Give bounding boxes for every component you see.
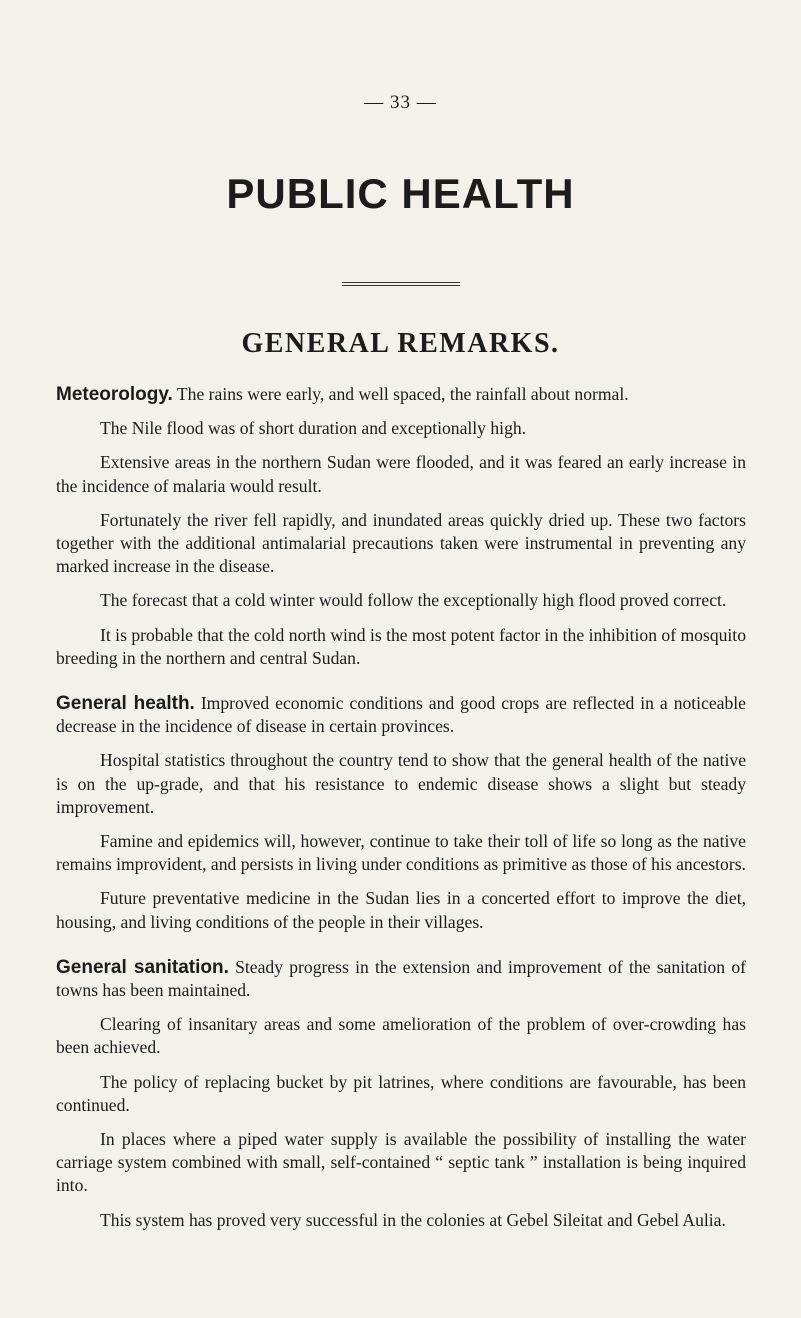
title-divider-lower xyxy=(342,285,460,286)
paragraph: In places where a piped water supply is available the possibility of installing the water carriage system combined with small, self-contained “ septic tank ” installation is being inquired into. xyxy=(56,1129,746,1196)
report-body xyxy=(56,383,746,1243)
paragraph-text: Improved economic conditions and good crops are reflected in a noticeable decrease in the incidence of disease in certain provinces. xyxy=(56,693,746,737)
paragraph-text: Steady progress in the extension and improvement of the sanitation of towns has been maintained. xyxy=(56,956,746,1001)
paragraph: Famine and epidemics will, however, continue to take their toll of life so long as the native remains improvident, and persists in living under conditions as primitive as those of his ancestors. xyxy=(56,831,746,875)
paragraph: The policy of replacing bucket by pit latrines, where conditions are favourable, has been continued. xyxy=(56,1071,746,1115)
paragraph: Hospital statistics throughout the country tend to show that the general health of the native is on the up-grade, and that his resistance to endemic disease shows a slight but steady improvement. xyxy=(56,750,746,817)
paragraph: This system has proved very successful in the colonies at Gebel Sileitat and Gebel Aulia. xyxy=(100,1209,726,1230)
paragraph: It is probable that the cold north wind is the most potent factor in the inhibition of mosquito breeding in the northern and central Sudan. xyxy=(56,624,746,668)
paragraph: The Nile flood was of short duration and exceptionally high. xyxy=(100,418,527,439)
paragraph xyxy=(56,692,746,738)
paragraph xyxy=(56,383,746,406)
paragraph-text: The rains were early, and well spaced, the rainfall about normal. xyxy=(176,384,629,404)
page-number: — 33 — xyxy=(364,92,437,113)
run-in-heading: Meteorology. xyxy=(56,384,173,405)
run-in-heading: General health. xyxy=(56,693,195,715)
title-divider xyxy=(342,282,460,283)
paragraph: The forecast that a cold winter would follow the exceptionally high flood proved correct. xyxy=(100,590,727,611)
section-heading: GENERAL REMARKS. xyxy=(241,328,560,359)
paragraph: Extensive areas in the northern Sudan were flooded, and it was feared an early increase in the incidence of malaria would result. xyxy=(56,452,746,496)
paragraph: Clearing of insanitary areas and some amelioration of the problem of over-crowding has been achieved. xyxy=(56,1014,746,1058)
run-in-heading: General sanitation. xyxy=(56,956,229,978)
paragraph: Fortunately the river fell rapidly, and inundated areas quickly dried up. These two factors together with the additional antimalarial precautions taken were instrumental in preventing any marked increase in the disease. xyxy=(56,509,746,577)
page-title: PUBLIC HEALTH xyxy=(226,170,575,217)
paragraph: Future preventative medicine in the Sudan lies in a concerted effort to improve the diet, housing, and living conditions of the people in their villages. xyxy=(56,888,746,932)
paragraph xyxy=(56,956,746,1002)
